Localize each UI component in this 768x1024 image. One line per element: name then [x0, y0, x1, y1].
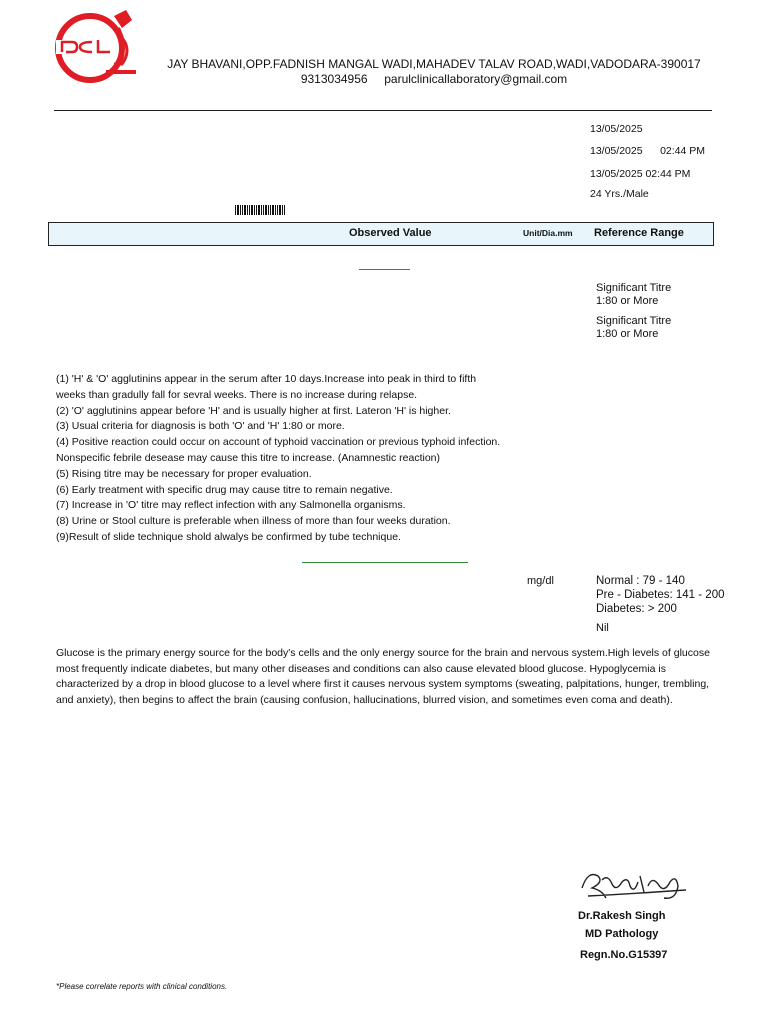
meta-date-time-2 [590, 145, 705, 157]
note-line: (7) Increase in 'O' titre may reflect infection with any Salmonella organisms. [56, 499, 406, 512]
meta-time-2: 02:44 PM [660, 145, 706, 157]
observed-value-header: Observed Value [349, 227, 432, 239]
barcode [235, 205, 285, 215]
doctor-name: Dr.Rakesh Singh [578, 910, 666, 922]
glucose-ref-prediabetes: Pre - Diabetes: 141 - 200 [596, 589, 725, 601]
note-line: (1) 'H' & 'O' agglutinins appear in the serum after 10 days.Increase into peak in third to fifth [56, 373, 477, 385]
doctor-regn: Regn.No.G15397 [580, 949, 668, 961]
glucose-unit: mg/dl [527, 575, 554, 587]
note-line: (8) Urine or Stool culture is preferable when illness of more than four weeks duration. [56, 515, 451, 528]
widal-ref-2-line2: 1:80 or More [596, 328, 659, 340]
widal-ref-2-line1: Significant Titre [596, 315, 672, 327]
results-table-header [48, 222, 714, 246]
meta-date-2: 13/05/2025 [590, 145, 643, 157]
glucose-description: Glucose is the primary energy source for the body's cells and the only energy source for the brain and nervous system.High levels of glucose most frequently indicate diabetes, but many other diseases and conditions can also cause elevated blood glucose. Hypoglycemia is characterized by a drop in blood glucose to a level where first it causes nervous system symptoms (sweating, palpitations, hunger, trembling, and anxiety), then begins to affect the brain (causing confusion, hallucinations, blurred vision, and sometimes even coma and death). [56, 647, 710, 706]
note-line: weeks than gradully fall for sevral weeks. There is no increase during relapse. [56, 388, 418, 401]
doctor-degree: MD Pathology [585, 928, 659, 940]
glucose-ref-normal: Normal : 79 - 140 [596, 575, 685, 587]
note-line: (3) Usual criteria for diagnosis is both 'O' and 'H' 1:80 or more. [56, 420, 345, 433]
reference-range-header: Reference Range [594, 227, 684, 239]
unit-header: Unit/Dia.mm [523, 228, 573, 238]
lab-contact [0, 72, 768, 86]
widal-ref-1-line2: 1:80 or More [596, 295, 659, 307]
lab-address: JAY BHAVANI,OPP.FADNISH MANGAL WADI,MAHADEV TALAV ROAD,WADI,VADODARA-390017 [167, 57, 701, 71]
section-underline-glucose [302, 562, 468, 563]
note-line: (5) Rising titre may be necessary for proper evaluation. [56, 467, 312, 480]
meta-date-1: 13/05/2025 [590, 123, 643, 135]
note-line: Nonspecific febrile desease may cause this titre to increase. (Anamnestic reaction) [56, 451, 441, 464]
footnote: *Please correlate reports with clinical conditions. [56, 982, 228, 991]
lab-phone: 9313034956 [300, 72, 368, 86]
note-line: (2) 'O' agglutinins appear before 'H' and is usually higher at first. Lateron 'H' is higher. [56, 404, 451, 417]
section-underline-widal [359, 269, 410, 270]
header-divider [54, 110, 712, 111]
glucose-ref [596, 574, 725, 616]
note-line: (4) Positive reaction could occur on account of typhoid vaccination or previous typhoid infection. [56, 436, 501, 449]
glucose-ref-nil: Nil [596, 622, 609, 634]
lab-email: parulclinicallaboratory@gmail.com [384, 72, 568, 86]
note-line: (9)Result of slide technique shold alwalys be confirmed by tube technique. [56, 530, 401, 543]
meta-age-sex: 24 Yrs./Male [590, 188, 649, 200]
doctor-signature [578, 866, 693, 906]
meta-datetime-3: 13/05/2025 02:44 PM [590, 168, 691, 180]
widal-notes [56, 372, 536, 546]
note-line: (6) Early treatment with specific drug may cause titre to remain negative. [56, 483, 393, 496]
glucose-ref-diabetes: Diabetes: > 200 [596, 603, 677, 615]
widal-ref-1 [596, 282, 671, 308]
widal-ref-1-line1: Significant Titre [596, 282, 672, 294]
widal-ref-2 [596, 315, 671, 341]
